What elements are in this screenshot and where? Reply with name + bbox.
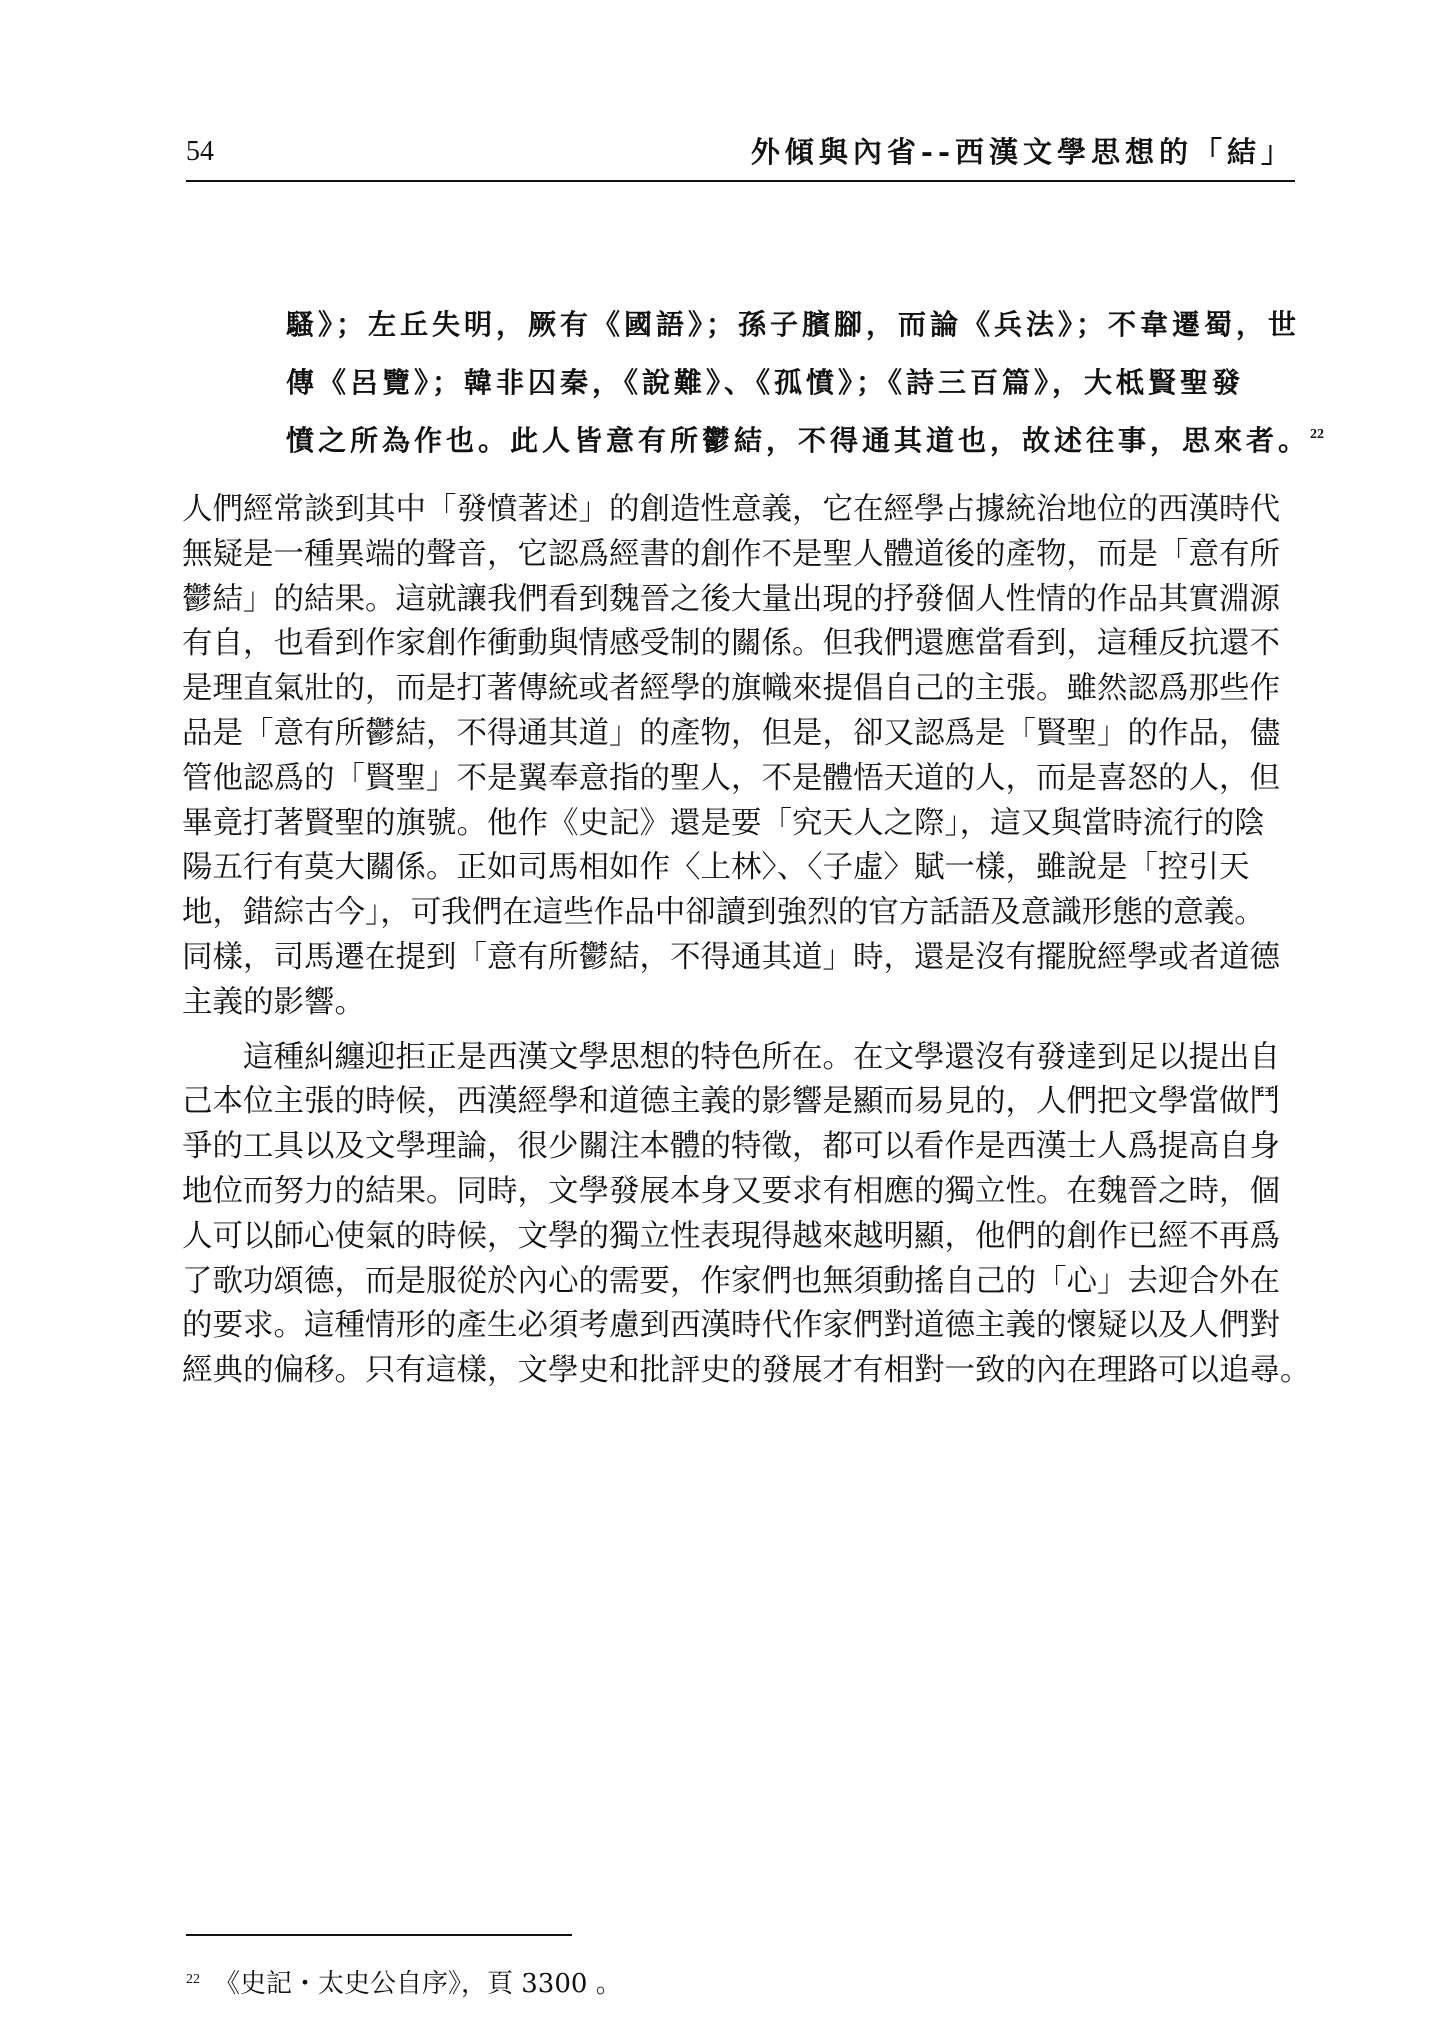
text-line: 人們經常談到其中「發憤著述」的創造性意義，它在經學占據統治地位的西漢時代 [182, 492, 1280, 527]
footnote-reference[interactable]: 22 [1310, 427, 1325, 442]
text-line: 有自，也看到作家創作衝動與情感受制的關係。但我們還應當看到，這種反抗還不 [182, 626, 1280, 662]
text-line: 經典的偏移。只有這樣，文學史和批評史的發展才有相對一致的內在理路可以追尋。 [182, 1353, 1311, 1389]
text-line: 的要求。這種情形的產生必須考慮到西漢時代作家們對道德主義的懷疑以及人們對 [182, 1308, 1280, 1344]
text-line: 了歌功頌德，而是服從於內心的需要，作家們也無須動搖自己的「心」去迎合外在 [182, 1263, 1280, 1299]
text-line: 陽五行有莫大關係。正如司馬相如作〈上林〉、〈子虛〉賦一樣，雖說是「控引天 [182, 850, 1250, 886]
footnote [186, 1966, 622, 2002]
paragraph [182, 1036, 1311, 1394]
footnote-text: 《史記・太史公自序》，頁 3300 。 [214, 1969, 622, 1999]
text-line: 是理直氣壯的，而是打著傳統或者經學的旗幟來提倡自己的主張。雖然認爲那些作 [182, 671, 1280, 707]
page-number: 54 [186, 136, 214, 167]
text-line: 同樣，司馬遷在提到「意有所鬱結，不得通其道」時，還是沒有擺脫經學或者道德 [182, 939, 1280, 975]
text-line: 這種糾纏迎拒正是西漢文學思想的特色所在。在文學還沒有發達到足以提出自 [182, 1039, 1280, 1075]
footnote-rule [186, 1934, 572, 1936]
header-rule [186, 180, 1295, 182]
block-quote [286, 296, 1325, 470]
quote-line: 傳《呂覽》；韓非囚秦，《說難》、《孤憤》；《詩三百篇》，大柢賢聖發 [286, 366, 1245, 399]
footnote-number: 22 [186, 1972, 200, 1987]
quote-line: 騷》；左丘失明，厥有《國語》；孫子臏腳，而論《兵法》；不韋遷蜀，世 [286, 308, 1301, 341]
text-line: 人可以師心使氣的時候，文學的獨立性表現得越來越明顯，他們的創作已經不再爲 [182, 1218, 1280, 1254]
text-line: 鬱結」的結果。這就讓我們看到魏晉之後大量出現的抒發個人性情的作品其實淵源 [182, 581, 1280, 617]
text-line: 畢竟打著賢聖的旗號。他作《史記》還是要「究天人之際」，這又與當時流行的陰 [182, 805, 1265, 841]
text-line: 無疑是一種異端的聲音，它認爲經書的創作不是聖人體道後的產物，而是「意有所 [182, 536, 1280, 572]
text-line: 品是「意有所鬱結，不得通其道」的產物，但是，卻又認爲是「賢聖」的作品，儘 [182, 715, 1280, 751]
body-text [182, 488, 1311, 1394]
paragraph [182, 488, 1300, 1026]
text-line: 主義的影響。 [182, 984, 365, 1020]
text-line: 地，錯綜古今」，可我們在這些作品中卻讀到強烈的官方話語及意識形態的意義。 [182, 895, 1265, 931]
text-line: 爭的工具以及文學理論，很少關注本體的特徵，都可以看作是西漢士人爲提高自身 [182, 1129, 1280, 1165]
quote-line-text: 憤之所為作也。此人皆意有所鬱結，不得通其道也，故述往事，思來者。 [286, 424, 1311, 457]
text-line: 地位而努力的結果。同時，文學發展本身又要求有相應的獨立性。在魏晉之時，個 [182, 1173, 1280, 1209]
quote-line [286, 412, 1325, 470]
text-line: 管他認爲的「賢聖」不是翼奉意指的聖人，不是體悟天道的人，而是喜怒的人，但 [182, 760, 1280, 796]
text-line: 己本位主張的時候，西漢經學和道德主義的影響是顯而易見的，人們把文學當做鬥 [182, 1084, 1280, 1120]
running-title: 外傾與內省--西漢文學思想的「結」 [750, 135, 1295, 169]
